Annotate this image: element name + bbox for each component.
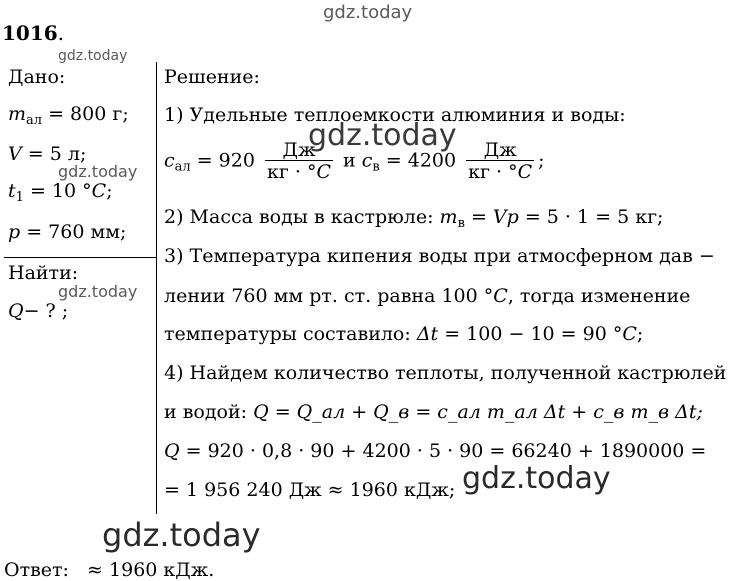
watermark-solution-large: gdz.today bbox=[308, 118, 457, 153]
fraction-denominator-unit-2: C bbox=[517, 161, 533, 183]
c-v-value: = 4200 bbox=[385, 149, 457, 172]
mass-value: = 800 г; bbox=[48, 103, 129, 125]
step3-line3-eq: = 100 − 10 = 90 ° bbox=[444, 323, 623, 345]
solution-calc-line2: = 1 956 240 Дж ≈ 1960 кДж; bbox=[164, 479, 456, 501]
answer: Ответ: ≈ 1960 кДж. bbox=[4, 559, 215, 581]
find-Q-text: − ? ; bbox=[23, 300, 69, 322]
step3-line3-unit: C bbox=[622, 323, 637, 345]
solution-step1: 1) Удельные теплоемкости алюминия и воды: bbox=[164, 104, 626, 126]
and-text: и bbox=[343, 149, 356, 172]
volume-value: = 5 л; bbox=[27, 143, 87, 165]
c-al-subscript: ал bbox=[174, 159, 191, 175]
temp-end: ; bbox=[106, 180, 113, 202]
find-Q-symbol: Q bbox=[8, 300, 24, 322]
given-heading: Дано: bbox=[8, 66, 66, 88]
solution-heading: Решение: bbox=[164, 66, 260, 88]
step3-line2-text: лении 760 мм рт. ст. равна 100 ° bbox=[164, 285, 494, 307]
pressure-symbol: p bbox=[8, 221, 21, 243]
step2-eq: = bbox=[470, 206, 487, 228]
temp-unit: C bbox=[91, 180, 107, 202]
watermark-result: gdz.today bbox=[462, 461, 611, 496]
watermark-given-2: gdz.today bbox=[58, 162, 138, 181]
temp-symbol: t bbox=[8, 180, 16, 202]
solution-step2 bbox=[164, 206, 663, 235]
problem-number-text: 1016 bbox=[2, 21, 58, 45]
watermark-top: gdz.today bbox=[323, 2, 413, 23]
solution-step3-line2 bbox=[164, 285, 690, 307]
step3-line3-end: ; bbox=[636, 323, 644, 345]
given-divider bbox=[4, 257, 156, 258]
solution-step4-line2 bbox=[164, 401, 703, 423]
c-al-symbol: c bbox=[164, 149, 175, 172]
step2-rest: = 5 · 1 = 5 кг; bbox=[524, 206, 664, 228]
vertical-divider bbox=[156, 62, 157, 514]
step3-line2-unit: C bbox=[493, 285, 508, 307]
given-temperature bbox=[8, 180, 113, 209]
step4-heat-formula: Q = Q_ал + Q_в = c_ал m_ал Δt + c_в m_в Δt; bbox=[253, 401, 703, 423]
fraction-denominator-text: кг · ° bbox=[267, 161, 317, 183]
temp-value: = 10 ° bbox=[29, 180, 92, 202]
c-v-subscript: в bbox=[372, 159, 380, 175]
given-mass bbox=[8, 103, 129, 132]
step4-line2-text: и водой: bbox=[164, 401, 248, 423]
pressure-value: = 760 мм; bbox=[26, 221, 127, 243]
fraction-denominator-unit: C bbox=[316, 161, 331, 183]
step3-line3-text: температуры составило: bbox=[164, 323, 411, 345]
find-quantity bbox=[8, 300, 68, 322]
find-heading: Найти: bbox=[8, 262, 79, 284]
calc-line1-text: = 920 · 0,8 · 90 + 4200 · 5 · 90 = 66240 + 1890000 = bbox=[185, 440, 707, 462]
fraction-denominator-text-2: кг · ° bbox=[468, 161, 518, 183]
given-pressure bbox=[8, 221, 126, 243]
watermark-given-1: gdz.today bbox=[58, 48, 128, 64]
solution-step4-line1: 4) Найдем количество теплоты, полученной кастрюлей bbox=[164, 362, 727, 384]
solution-calc-line1 bbox=[164, 440, 706, 462]
fraction-denominator-2 bbox=[466, 160, 534, 183]
mass-subscript: ал bbox=[26, 113, 43, 128]
step2-m-symbol: m bbox=[439, 206, 458, 228]
step2-text: 2) Масса воды в кастрюле: bbox=[164, 206, 434, 228]
volume-symbol: V bbox=[8, 143, 22, 165]
c-v-symbol: c bbox=[361, 149, 373, 172]
c-al-value: = 920 bbox=[196, 149, 255, 172]
fraction-numerator-2: Дж bbox=[483, 139, 517, 161]
semicolon: ; bbox=[538, 149, 545, 172]
watermark-bottom: gdz.today bbox=[102, 516, 261, 554]
solution-step3-line1: 3) Температура кипения воды при атмосферном дав − bbox=[164, 245, 715, 267]
mass-symbol: m bbox=[8, 103, 27, 125]
step3-line2-end: , тогда изменение bbox=[507, 285, 691, 307]
unit-fraction-2 bbox=[466, 140, 534, 183]
calc-Q-symbol: Q bbox=[164, 440, 180, 462]
fraction-numerator: Дж bbox=[282, 139, 316, 161]
step2-Vp: Vp bbox=[492, 206, 519, 228]
fraction-denominator bbox=[265, 160, 333, 183]
problem-number: 1016. bbox=[2, 21, 65, 45]
step2-m-subscript: в bbox=[457, 216, 465, 231]
solution-step3-line3 bbox=[164, 323, 643, 345]
watermark-find: gdz.today bbox=[58, 282, 138, 301]
given-volume bbox=[8, 143, 86, 165]
temp-subscript: 1 bbox=[15, 190, 24, 205]
step3-delta-t: Δt bbox=[416, 323, 439, 345]
